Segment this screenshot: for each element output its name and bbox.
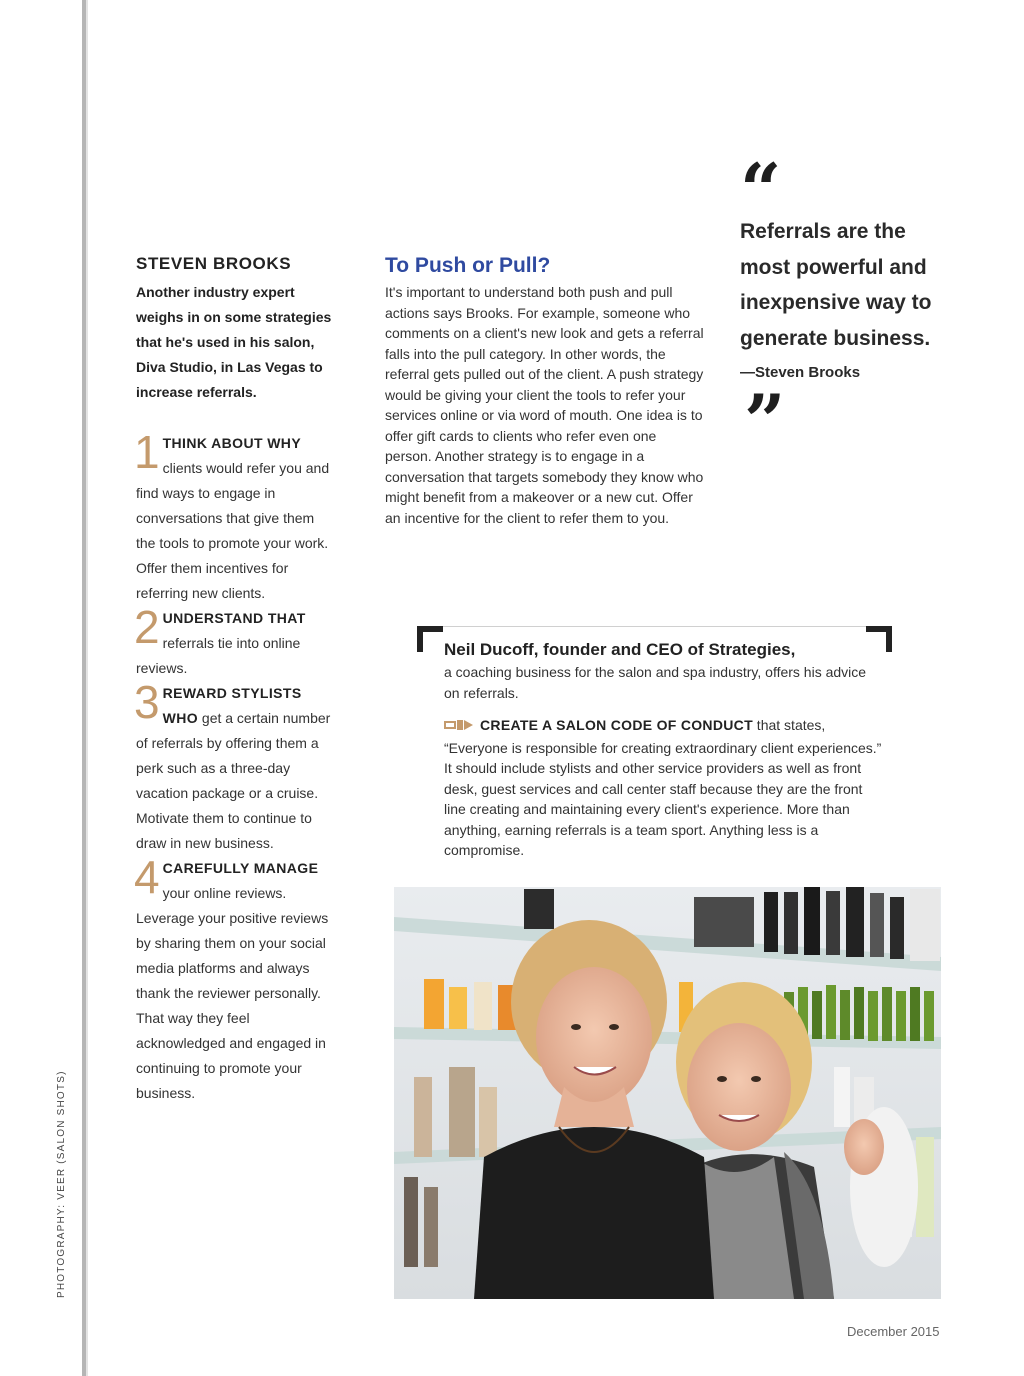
open-quote-icon: “ <box>740 147 782 232</box>
tip-4 <box>134 851 336 1106</box>
tip-1 <box>134 426 336 606</box>
sidebar-tip <box>444 715 884 861</box>
tip-body: your online reviews. Leverage your positive reviews by sharing them on your social media platforms and always thank the reviewer personally. That way they feel acknowledged and engaged in continuing to promote your business. <box>136 885 329 1101</box>
expert-sidebar <box>417 626 892 866</box>
close-quote-icon: ” <box>744 378 786 463</box>
issue-date: December 2015 <box>847 1324 940 1339</box>
page-spine-highlight <box>86 0 88 1376</box>
tip-number: 2 <box>134 601 160 653</box>
sidebar-heading: Neil Ducoff, founder and CEO of Strategies, <box>444 640 796 659</box>
tip-body: get a certain number of referrals by offering them a perk such as a three-day vacation package or a cruise. Motivate them to continue to draw in new business. <box>136 710 331 851</box>
box-top-rule <box>443 626 866 627</box>
quote-attribution: —Steven Brooks <box>740 364 861 381</box>
push-pull-section <box>385 254 705 528</box>
pull-quote <box>740 147 940 463</box>
pencil-icon <box>444 717 474 738</box>
tip-lead: REWARD STYLISTS WHO <box>162 685 302 726</box>
corner-bracket-left <box>417 626 443 652</box>
quote-text: Referrals are the most powerful and inexpensive way to generate business. <box>740 220 932 350</box>
tip-2 <box>134 601 336 681</box>
intro-text: Another industry expert weighs in on some strategies that he's used in his salon, Diva Studio, in Las Vegas to increase referrals. <box>136 284 332 400</box>
sidebar-tip-lead: CREATE A SALON CODE OF CONDUCT <box>480 717 753 733</box>
sidebar-subheading: a coaching business for the salon and spa industry, offers his advice on referrals. <box>444 664 867 701</box>
salon-photo <box>394 887 941 1299</box>
tip-number: 3 <box>134 676 160 728</box>
section-body: It's important to understand both push and pull actions says Brooks. For example, someone who comments on a client's new look and gets a referral falls into the pull category. In other words, the referral gets pulled out of the client. A push strategy would be giving your client the tools to refer your services online or via word of mouth. One idea is to offer gift cards to clients who refer even one person. Another strategy is to engage in a conversation that targets somebody they know who might benefit from a makeover or a new cut. Offer an incentive for the client to refer them to you. <box>385 284 704 526</box>
tip-3 <box>134 676 336 856</box>
sidebar-content <box>444 640 884 861</box>
sidebar-tip-body: that states, “Everyone is responsible for creating extraordinary client experiences.” It should include stylists and other service providers as well as front desk, guest services and call center staff because they are the front line creating and maintaining every client's experience. More than anything, earning referrals is a team sport. Anything less is a compromise. <box>444 717 882 858</box>
tip-body: clients would refer you and find ways to engage in conversations that give them the tools to promote your work. Offer them incentives for referring new clients. <box>136 460 330 601</box>
author-name: STEVEN BROOKS <box>136 254 292 273</box>
photo-credit: PHOTOGRAPHY: VEER (SALON SHOTS) <box>56 1070 67 1298</box>
tip-lead: UNDERSTAND THAT <box>162 610 306 626</box>
left-column <box>136 254 336 1106</box>
tip-number: 1 <box>134 426 160 478</box>
tip-lead: THINK ABOUT WHY <box>162 435 302 451</box>
tip-number: 4 <box>134 851 160 903</box>
tip-body: referrals tie into online reviews. <box>136 635 301 676</box>
section-title: To Push or Pull? <box>385 254 551 277</box>
tip-lead: CAREFULLY MANAGE <box>162 860 319 876</box>
